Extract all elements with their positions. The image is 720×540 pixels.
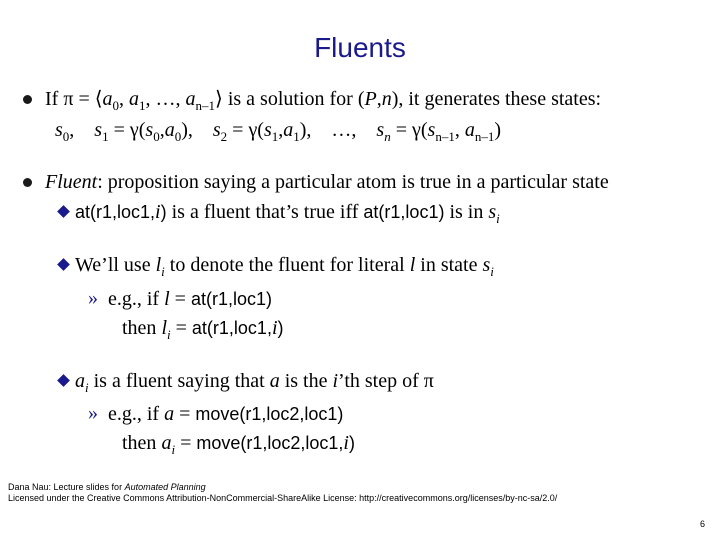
diamond-bullet (57, 374, 70, 387)
sub3-line: $a_i$ is a fluent saying that a is the i’th step of π (75, 370, 434, 395)
bullet2-line: Fluent: proposition saying a particular atom is true in a particular state (45, 171, 609, 193)
slide-title: Fluents (314, 32, 406, 63)
sub2-example: e.g., if l = at(r1,loc1) (108, 288, 272, 310)
page-number: 6 (700, 519, 706, 529)
diamond-bullet (57, 205, 70, 218)
footer-license: Licensed under the Creative Commons Attribution-NonCommercial-ShareAlike License: http://creativecommons.org/licenses/by-nc-sa/2.0/ (8, 493, 558, 503)
bullet1-line: If $\pi = ⟨a_0$, $a_1$, …, $a_{n-1}⟩$ is a solution for (P,n), it generates these states: (45, 88, 602, 113)
sub-bullet-marker: » (88, 402, 98, 424)
sub2-line: We’ll use $l_i$ to denote the fluent for literal l in state $s_i$ (75, 254, 494, 279)
sub1-line: at(r1,loc1,i) is a fluent that’s true iff at(r1,loc1) is in $s_i$ (75, 201, 500, 226)
bullet-dot (23, 95, 32, 104)
footer (8, 482, 557, 504)
bullet-dot (23, 178, 32, 187)
sub2-then: then $l_i = at(r1,loc1,i)$ (122, 317, 284, 342)
sub3-then: then $a_i$ = move(r1,loc2,loc1,i) (122, 432, 355, 457)
footer-credit: Dana Nau: Lecture slides for Automated Planning (8, 482, 206, 492)
sub3-example: e.g., if a = move(r1,loc2,loc1) (108, 403, 344, 425)
states-line: $s_0$, $s_1 = \gamma(s_0,a_0)$, $s_2 = \gamma(s_1,a_1)$, …, $s_n = \gamma(s_{n-1}$, $a_{n-1}$) (55, 119, 501, 144)
diamond-bullet (57, 258, 70, 271)
sub-bullet-marker: » (88, 287, 98, 309)
